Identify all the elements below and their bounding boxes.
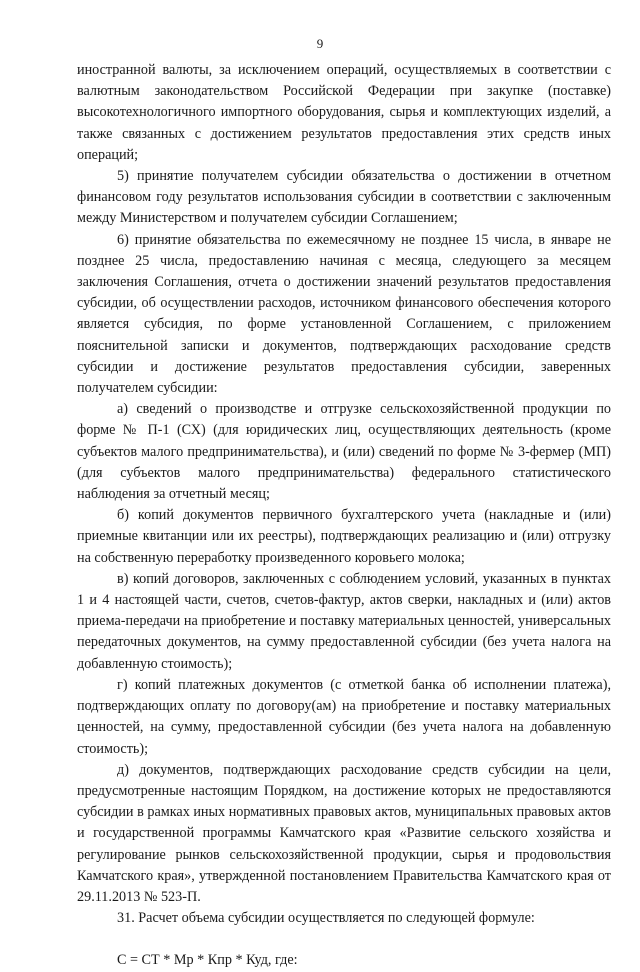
paragraph-item-31: 31. Расчет объема субсидии осуществляется по следующей формуле:	[117, 910, 535, 927]
document-body	[77, 60, 611, 972]
paragraph-item-6: 6) принятие обязательства по ежемесячному не позднее 15 числа, в январе не позднее 25 числа, предоставлению начиная с месяца, следующего за месяцем заключения Соглашения, отчета о достижении значений результатов предоставления субсидии, об осуществлении расходов, источником финансового обеспечения которого является субсидия, по форме установленной Соглашением, с приложением пояснительной записки и документов, подтверждающих расходование средств субсидии и достижение результатов предоставления субсидии, заверенных получателем субсидии:	[77, 231, 611, 397]
subsidy-formula: С = СТ * Мр * Кпр * Куд, где:	[117, 952, 298, 969]
paragraph-currency-operations: иностранной валюты, за исключением операций, осуществляемых в соответствии с валютным законодательством Российской Федерации при закупке (поставке) высокотехнологичного импортного оборудования, сырья и комплектующих изделий, а также связанных с достижением результатов предоставления этих средств иных операций;	[77, 62, 611, 163]
paragraph-subitem-g: г) копий платежных документов (с отметкой банка об исполнении платежа), подтверждающих оплату по договору(ам) на приобретение и поставку материальных ценностей, на сумму, предоставленной субсидии (без учета налога на добавленную стоимость);	[77, 676, 611, 757]
paragraph-item-5: 5) принятие получателем субсидии обязательства о достижении в отчетном финансовом году результатов использования субсидии в соответствии с заключенным между Министерством и получателем субсидии Соглашением;	[77, 168, 611, 227]
paragraph-subitem-d: д) документов, подтверждающих расходование средств субсидии на цели, предусмотренные настоящим Порядком, на достижение которых не предоставляются субсидии в рамках иных нормативных правовых актов, муниципальных правовых актов и государственной программы Камчатского края «Развитие сельского хозяйства и регулирование рынков сельскохозяйственной продукции, сырья и продовольствия Камчатского края», утвержденной постановлением Правительства Камчатского края от 29.11.2013 № 523-П.	[77, 761, 611, 905]
paragraph-subitem-v: в) копий договоров, заключенных с соблюдением условий, указанных в пунктах 1 и 4 настоящей части, счетов, счетов-фактур, актов сверки, накладных и (или) актов приема-передачи на приобретение и поставку материальных ценностей, универсальных передаточных документов, на сумму предоставленной субсидии (без учета налога на добавленную стоимость);	[77, 570, 611, 672]
page-number: 9	[316, 36, 324, 51]
paragraph-subitem-b: б) копий документов первичного бухгалтерского учета (накладные и (или) приемные квитанции или их реестры), подтверждающих реализацию и (или) отгрузку на собственную переработку произведенного коровьего молока;	[77, 507, 611, 566]
paragraph-subitem-a: а) сведений о производстве и отгрузке сельскохозяйственной продукции по форме № П-1 (СХ) (для юридических лиц, осуществляющих деятельность (кроме субъектов малого предпринимательства), и (или) сведений по форме № 3-фермер (МП) (для субъектов малого предпринимательства) федерального статистического наблюдения за отчетный месяц;	[77, 401, 611, 503]
